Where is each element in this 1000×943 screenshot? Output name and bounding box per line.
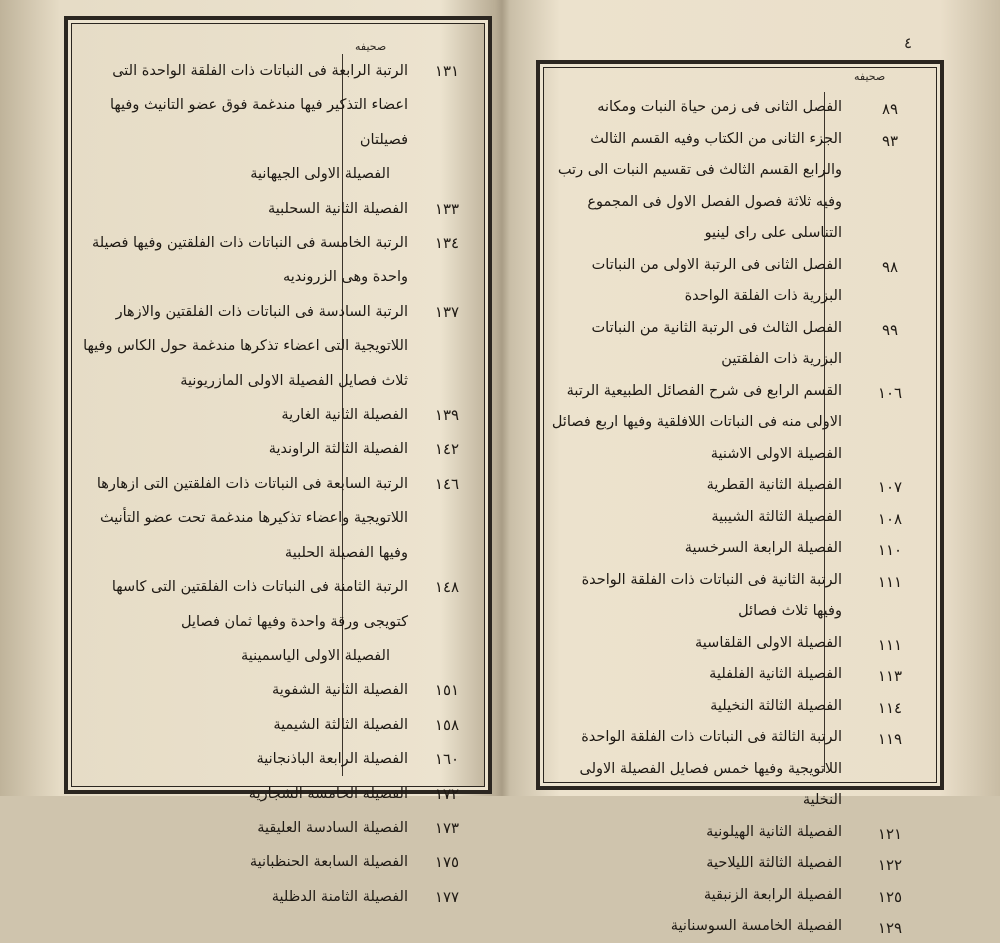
toc-page-number: ١٣٩ [434,406,460,425]
toc-entry-title: الفصيلة الاولى القلقاسية [695,634,842,651]
toc-entry [74,157,478,191]
toc-entry-title: الفصل الثالث فى الرتبة الثانية من النباتات البزرية ذات الفلقتين [591,319,842,367]
toc-entry-title: الفصيلة الخامسة السوسنانية [670,918,842,934]
toc-page-number: ١٧٣ [434,818,460,837]
toc-entry [74,398,478,432]
toc-page-number: ١٤٨ [434,578,460,597]
toc-entry-title: الفصل الثانى فى زمن حياة النبات ومكانه [597,99,842,115]
toc-page-number: ١١١ [877,635,903,654]
toc-entry [546,313,930,376]
toc-entry [74,54,478,157]
toc-entry-title: الرتبة الخامسة فى النباتات ذات الفلقتين وفيها فصيلة واحدة وهى الزرونديه [91,235,408,286]
toc-entry [546,880,930,912]
toc-entry-title: القسم الرابع فى شرح الفصائل الطبيعية الرتبة الاولى منه فى النباتات اللافلقية وفيها اربع فصائل الفصيلة الاولى الاشنية [551,382,842,462]
left-column-header: صحيفه [355,40,387,53]
left-page [0,0,498,906]
toc-entry [546,628,930,660]
toc-page-number: ٩٨ [881,257,899,276]
toc-entry-title: الفصيلة الاولى الياسمينية [240,647,390,664]
toc-entry [74,742,478,776]
right-column-header: صحيفه [854,70,886,83]
toc-page-number: ١١٠ [877,541,903,559]
toc-page-number: ١١١ [877,572,903,591]
toc-entry-title: الفصيلة السابعة الحنظبانية [249,854,408,871]
toc-page-number: ١٤٢ [434,440,460,459]
toc-page-number [416,157,478,163]
toc-entry [74,467,478,570]
toc-page-number: ١١٩ [877,730,903,748]
toc-entry-title: الرتبة الرابعة فى النباتات ذات الفلقة الواحدة التى اعضاء التذكير فيها مندغمة فوق عضو التانيث وفيها فصيلتان [109,63,408,148]
toc-entry [74,639,478,673]
toc-entry-title: الفصيلة الرابعة الزنبقية [703,886,842,903]
toc-entry-title: الفصيلة الثانية الفلفلية [709,666,842,682]
toc-page-number: ١٠٦ [877,383,903,402]
toc-entry [74,570,478,639]
toc-page-number: ١٤٦ [434,474,460,493]
toc-entry [74,673,478,707]
toc-entry [546,533,930,565]
toc-entry [546,911,930,943]
toc-entry [74,845,478,879]
toc-entry-title: الفصيلة الثانية القطرية [706,477,842,493]
toc-page-number: ١٠٧ [877,478,903,496]
toc-entry-title: الفصيلة السادسة العليقية [257,819,408,836]
toc-entry [74,226,478,295]
toc-page-number: ١٥١ [434,681,460,700]
toc-entry [74,432,478,466]
toc-entry-title: الفصيلة الثالثة النخيلية [710,697,842,714]
toc-entry-title: الجزء الثانى من الكتاب وفيه القسم الثالث والرابع القسم الثالث فى تقسيم النبات الى رتب وفيه ثلاثة فصول الفصل الاول فى المجموع التناسلى على راى لينيو [557,130,842,241]
toc-page-number [416,639,478,645]
right-toc-list [546,92,930,943]
toc-page-number: ١٠٨ [877,509,903,528]
toc-entry-title: الفصيلة الثالثة الشيبية [711,508,842,525]
toc-page-number: ١٦٠ [434,750,460,769]
toc-entry-title: الفصيلة الثانية الغارية [281,407,408,424]
toc-entry [546,659,930,691]
page-number: ٤ [904,34,913,52]
toc-page-number: ١١٤ [877,698,903,717]
toc-entry [546,817,930,849]
toc-page-number: ١٣٤ [434,234,460,253]
toc-entry-title: الفصيلة الثالثة الشيمية [273,716,408,733]
toc-entry [546,250,930,313]
toc-page-number: ١٣٣ [434,199,460,218]
toc-entry [74,295,478,398]
toc-page-number: ١٣٧ [434,302,460,321]
toc-page-number: ٩٣ [881,131,899,150]
toc-entry [546,92,930,124]
toc-page-number: ١٢٩ [877,919,903,937]
toc-page-number: ١٢٢ [877,856,903,874]
toc-entry [74,708,478,742]
left-toc-list [74,54,478,914]
toc-page-number: ١٧٢ [434,784,460,803]
toc-page-number: ١٥٨ [434,715,460,734]
toc-entry [74,880,478,914]
toc-page-number: ١١٣ [877,667,903,685]
toc-page-number: ١٧٥ [434,853,460,872]
toc-entry-title: الفصيلة الثالثة الراوندية [268,441,408,458]
toc-entry [546,376,930,471]
toc-entry-title: الرتبة الثامنة فى النباتات ذات الفلقتين التى كاسها كتويجى ورقة واحدة وفيها ثمان فصايل [111,579,408,630]
toc-page-number: ٨٩ [881,100,899,118]
toc-entry-title: الفصيلة الرابعة السرخسية [684,540,842,556]
toc-entry [74,811,478,845]
toc-entry-title: الفصيلة الثانية الشفوية [272,682,408,699]
toc-entry-title: الفصل الثانى فى الرتبة الاولى من النباتات البزرية ذات الفلقة الواحدة [591,256,842,304]
toc-page-number: ١٢١ [877,824,903,843]
toc-entry [546,124,930,250]
toc-page-number: ١٣١ [434,62,460,80]
toc-entry-title: الفصيلة الاولى الجيهانية [250,166,390,183]
toc-entry [546,722,930,817]
toc-entry-title: الفصيلة الثالثة الليلاحية [706,855,842,871]
toc-entry [546,470,930,502]
toc-entry [74,777,478,811]
toc-page-number: ١٧٧ [434,887,460,906]
toc-entry-title: الفصيلة الثامنة الدظلية [271,888,408,905]
toc-entry [546,502,930,534]
toc-entry [546,691,930,723]
toc-entry-title: الرتبة السابعة فى النباتات ذات الفلقتين التى ازهارها اللاتويجية واعضاء تذكيرها مندغمة تحت عضو التأنيث وفيها الفصيلة الحلبية [96,475,408,561]
toc-entry [74,192,478,226]
toc-entry-title: الفصيلة الرابعة الباذنجانية [256,751,408,768]
toc-entry-title: الرتبة السادسة فى النباتات ذات الفلقتين والازهار اللاتويجية التى اعضاء تذكرها مندغمة حول الكاس وفيها ثلاث فصايل الفصيلة الاولى المازريونية [83,303,408,389]
toc-entry [546,848,930,880]
toc-page-number: ٩٩ [881,320,899,339]
right-page [502,0,1000,937]
toc-entry-title: الفصيلة الخامسة الشجارية [248,785,408,802]
toc-entry [546,565,930,628]
toc-entry-title: الفصيلة الثانية الهيلونية [706,823,842,840]
toc-entry-title: الرتبة الثانية فى النباتات ذات الفلقة الواحدة وفيها ثلاث فصائل [581,571,842,619]
toc-page-number: ١٢٥ [877,887,903,906]
toc-entry-title: الفصيلة الثانية السحلبية [267,200,408,217]
toc-entry-title: الرتبة الثالثة فى النباتات ذات الفلقة الواحدة اللاتويجية وفيها خمس فصايل الفصيلة الاولى النخلية [579,729,842,808]
